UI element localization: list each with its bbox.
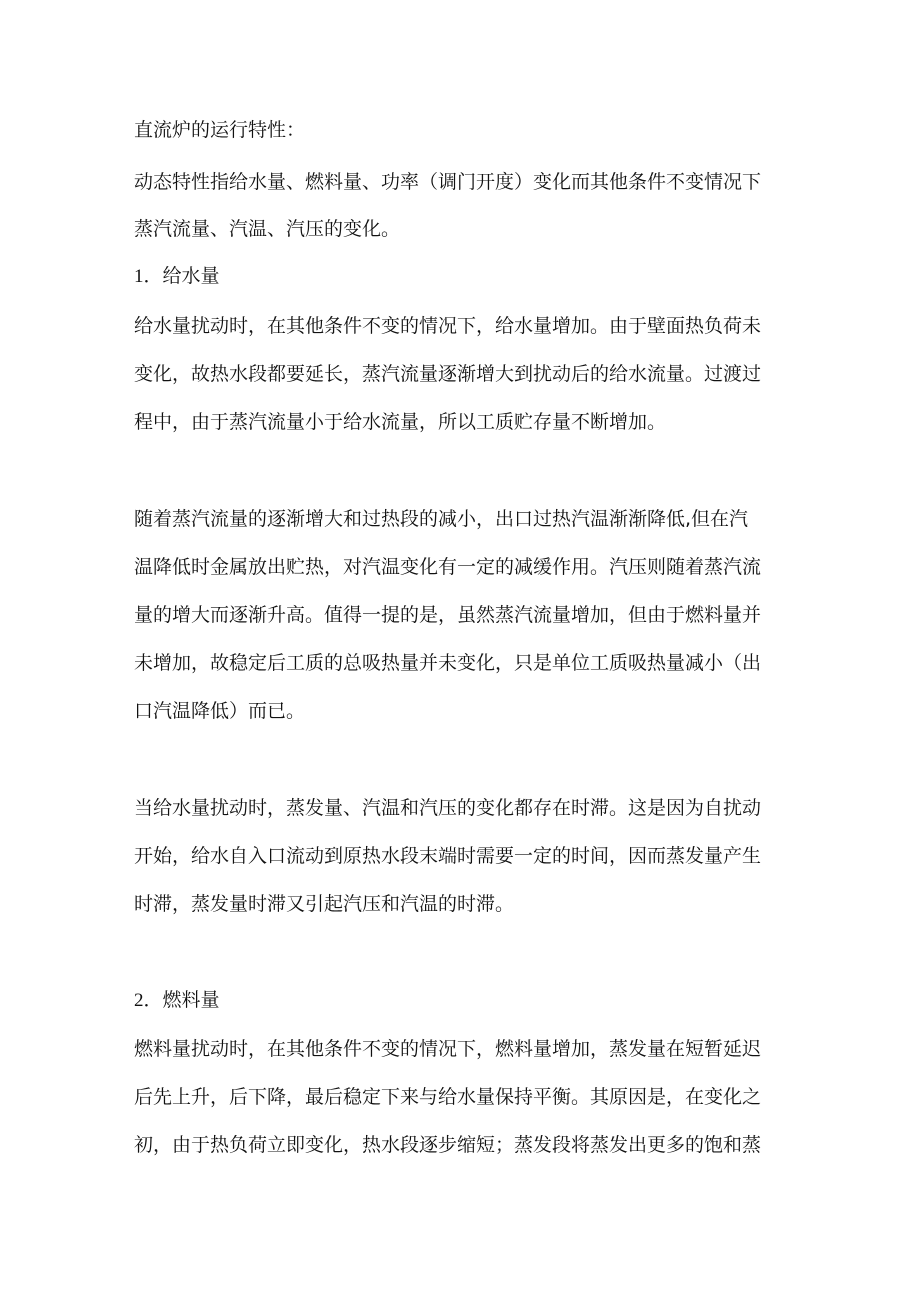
section-2-para-1-line-3: 初，由于热负荷立即变化，热水段逐步缩短；蒸发段将蒸发出更多的饱和蒸 bbox=[134, 1134, 762, 1156]
section-1-heading bbox=[134, 264, 220, 289]
section-2-heading bbox=[134, 988, 220, 1013]
section-1-para-1-line-2: 变化，故热水段都要延长，蒸汽流量逐渐增大到扰动后的给水流量。过渡过 bbox=[134, 363, 762, 385]
section-1-para-2-line-1: 随着蒸汽流量的逐渐增大和过热段的减小，出口过热汽温渐渐降低,但在汽 bbox=[134, 508, 749, 530]
section-1-para-2-line-4: 未增加，故稳定后工质的总吸热量并未变化，只是单位工质吸热量减小（出 bbox=[134, 652, 762, 674]
section-1-title: ．给水量 bbox=[143, 265, 220, 287]
intro-line-2: 蒸汽流量、汽温、汽压的变化。 bbox=[134, 218, 401, 240]
section-1-para-2-line-2: 温降低时金属放出贮热，对汽温变化有一定的减缓作用。汽压则随着蒸汽流 bbox=[134, 556, 762, 578]
section-2-title: ．燃料量 bbox=[143, 989, 220, 1011]
section-2-number: 2 bbox=[134, 990, 144, 1011]
section-2-para-1-line-1: 燃料量扰动时，在其他条件不变的情况下，燃料量增加，蒸发量在短暂延迟 bbox=[134, 1038, 762, 1060]
section-1-para-1-line-3: 程中，由于蒸汽流量小于给水流量，所以工质贮存量不断增加。 bbox=[134, 411, 667, 433]
section-1-para-3-line-3: 时滞，蒸发量时滞又引起汽压和汽温的时滞。 bbox=[134, 893, 515, 915]
section-1-para-2-line-3: 量的增大而逐渐升高。值得一提的是，虽然蒸汽流量增加，但由于燃料量并 bbox=[134, 604, 762, 626]
section-1-para-1-line-1: 给水量扰动时，在其他条件不变的情况下，给水量增加。由于壁面热负荷未 bbox=[134, 315, 762, 337]
intro-line-1: 动态特性指给水量、燃料量、功率（调门开度）变化而其他条件不变情况下 bbox=[134, 171, 762, 193]
document-title: 直流炉的运行特性： bbox=[134, 119, 306, 141]
section-1-para-2-line-5: 口汽温降低）而已。 bbox=[134, 700, 306, 722]
section-1-para-3-line-2: 开始，给水自入口流动到原热水段末端时需要一定的时间，因而蒸发量产生 bbox=[134, 845, 762, 867]
section-1-number: 1 bbox=[134, 266, 144, 287]
section-1-para-3-line-1: 当给水量扰动时，蒸发量、汽温和汽压的变化都存在时滞。这是因为自扰动 bbox=[134, 797, 762, 819]
section-2-para-1-line-2: 后先上升，后下降，最后稳定下来与给水量保持平衡。其原因是，在变化之 bbox=[134, 1086, 762, 1108]
